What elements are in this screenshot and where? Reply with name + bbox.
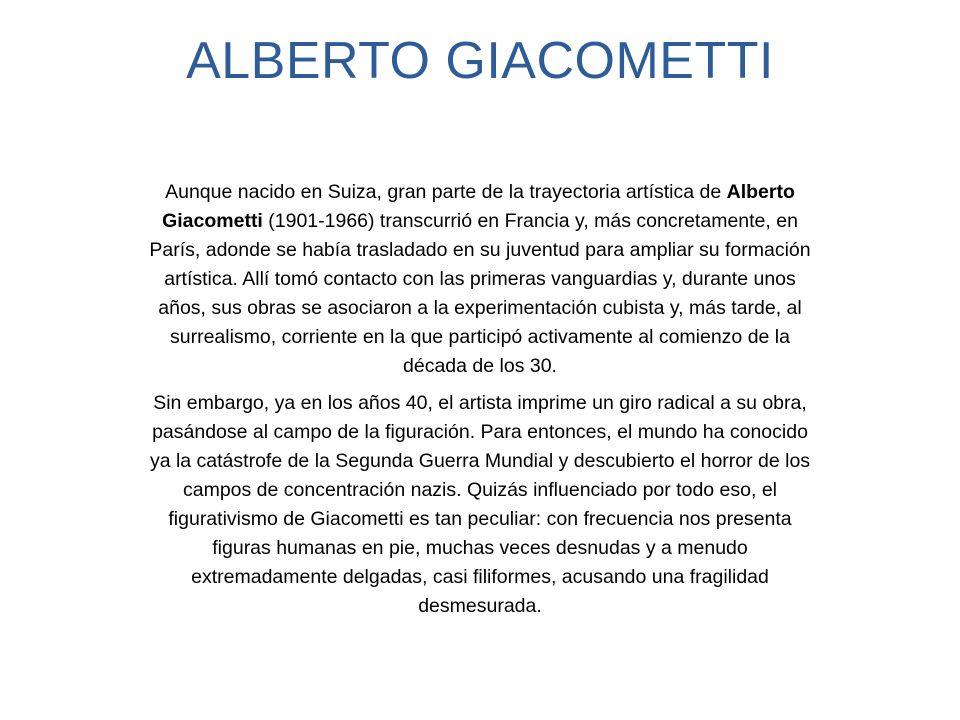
slide-title: ALBERTO GIACOMETTI bbox=[186, 32, 774, 90]
paragraph-1-intro: Aunque nacido en Suiza, gran parte de la trayectoria artística de bbox=[165, 181, 727, 203]
paragraph-1-rest: (1901-1966) transcurrió en Francia y, más concretamente, en París, adonde se había trasladado en su juventud para ampliar su formación artística. Allí tomó contacto con las primeras vanguardias y, durante unos años, sus obras se asociaron a la experimentación cubista y, más tarde, al surrealismo, corriente en la que participó activamente al comienzo de la década de los 30. bbox=[149, 210, 811, 377]
slide-body bbox=[140, 178, 820, 629]
artist-name: Alberto Giacometti bbox=[162, 181, 795, 232]
paragraph-2: Sin embargo, ya en los años 40, el artista imprime un giro radical a su obra, pasándose al campo de la figuración. Para entonces, el mundo ha conocido ya la catástrofe de la Segunda Guerra Mundial y descubierto el horror de los campos de concentración nazis. Quizás influenciado por todo eso, el figurativismo de Giacometti es tan peculiar: con frecuencia nos presenta figuras humanas en pie, muchas veces desnudas y a menudo extremadamente delgadas, casi filiformes, acusando una fragilidad desmesurada. bbox=[149, 392, 811, 617]
paragraph-1 bbox=[140, 178, 820, 381]
